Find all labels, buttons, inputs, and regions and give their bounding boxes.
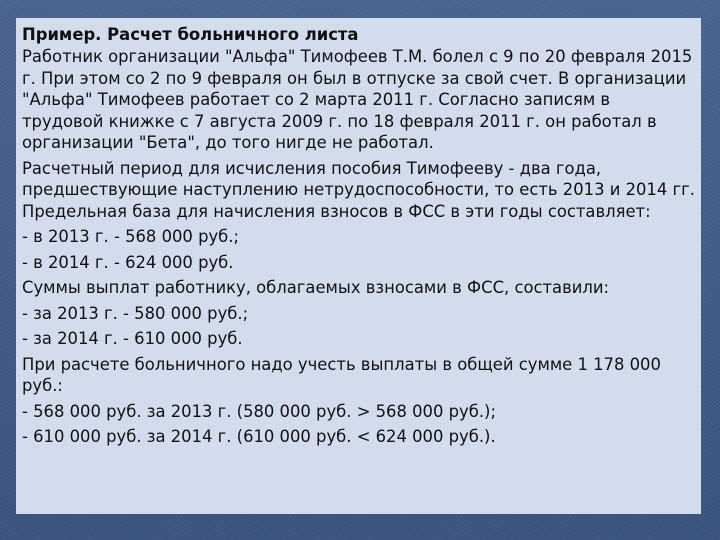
list-item-payment-2013: - за 2013 г. - 580 000 руб.; (22, 303, 249, 323)
list-item-limit-2013: - в 2013 г. - 568 000 руб.; (22, 227, 240, 246)
slide-title: Пример. Расчет больничного листа (22, 25, 359, 44)
list-item-limit-2014: - в 2014 г. - 624 000 руб. (22, 252, 234, 272)
paragraph-total-payments: При расчете больничного надо учесть выплаты в общей сумме 1 178 000 руб.: (22, 354, 661, 395)
list-item-counted-2013: - 568 000 руб. за 2013 г. (580 000 руб. > 568 000 руб.); (22, 401, 496, 421)
list-item-payment-2014: - за 2014 г. - 610 000 руб. (22, 329, 243, 348)
list-item-counted-2014: - 610 000 руб. за 2014 г. (610 000 руб. < 624 000 руб.). (22, 427, 496, 446)
slide-text-panel (16, 18, 701, 514)
paragraph-calculation-period: Расчетный период для исчисления пособия Тимофееву - два года, предшествующие наступлению нетрудоспособности, то есть 2013 и 2014 гг. Предельная база для начисления взносов в ФСС в эти годы составляет: (22, 158, 695, 221)
paragraph-case-description: Работник организации "Альфа" Тимофеев Т.М. болел с 9 по 20 февраля 2015 г. При этом со 2 по 9 февраля он был в отпуске за свой счет. В организации "Альфа" Тимофеев работает со 2 марта 2011 г. Согласно записям в трудовой книжке с 7 августа 2009 г. по 18 февраля 2011 г. он работал в организации "Бета", до того нигде не работал. (22, 47, 693, 152)
paragraph-payments-heading: Суммы выплат работнику, облагаемых взносами в ФСС, составили: (22, 278, 610, 297)
